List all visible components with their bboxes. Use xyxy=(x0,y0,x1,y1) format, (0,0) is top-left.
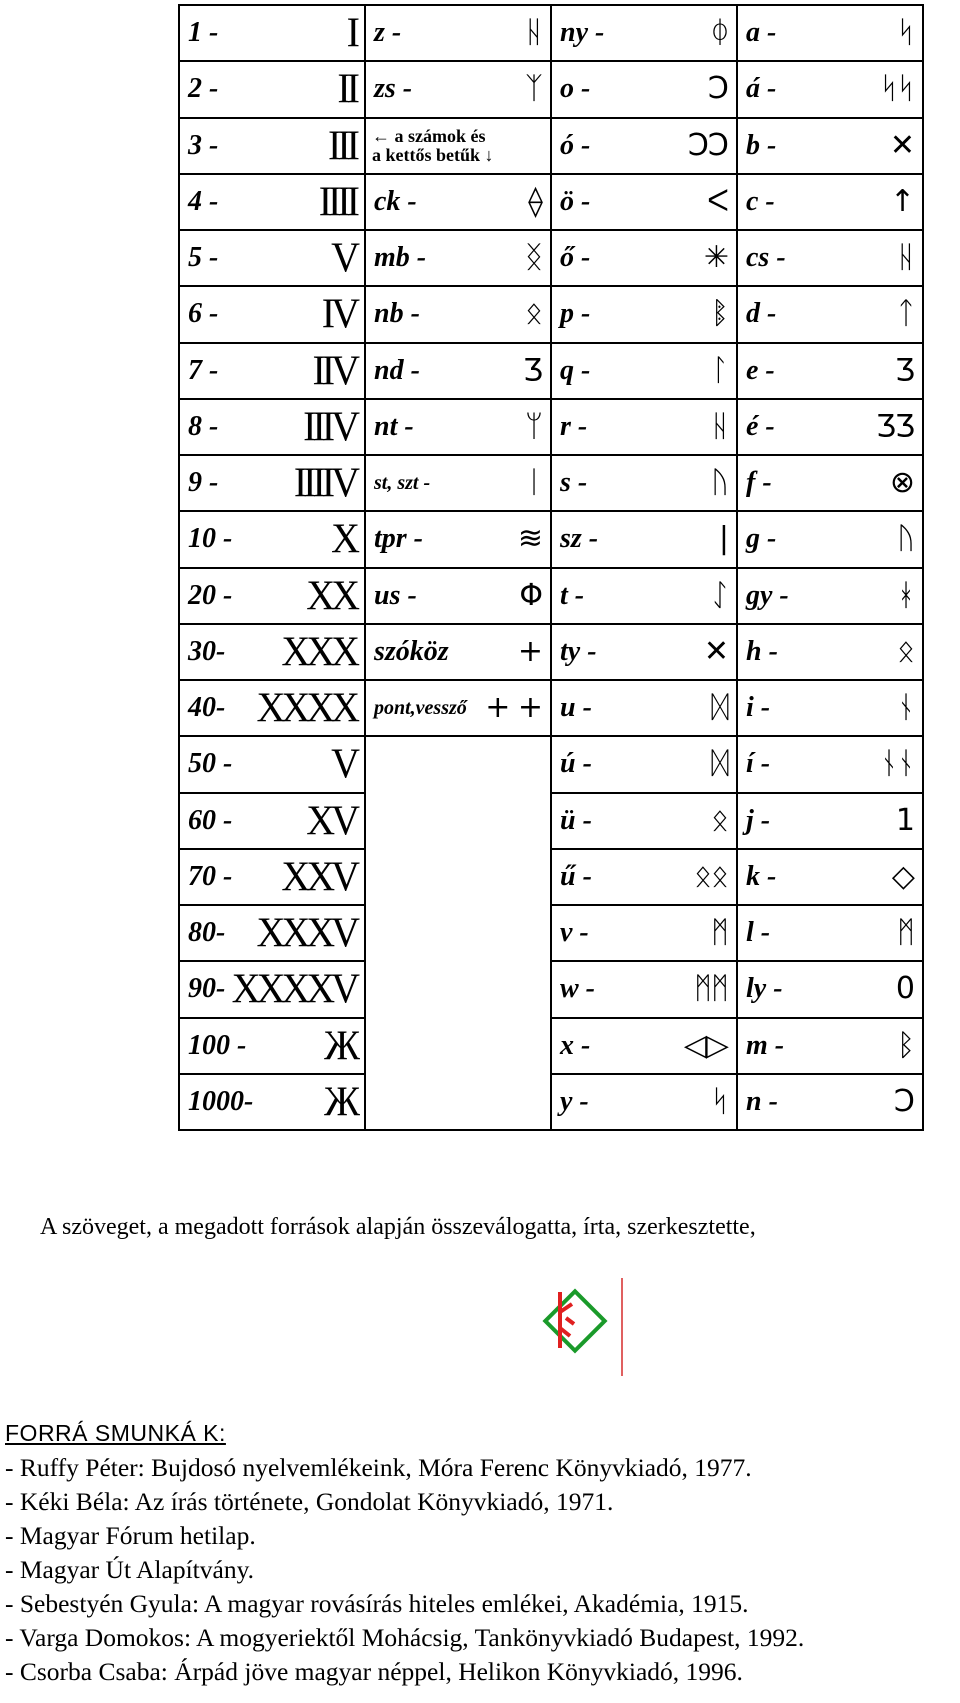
rune-glyph: ᛗ xyxy=(711,915,728,951)
letter-cell xyxy=(365,118,551,174)
letter-label: cs - xyxy=(746,242,786,274)
numeral-glyph: IIIIV xyxy=(293,458,356,507)
number-cell xyxy=(179,230,365,286)
number-label: 1000- xyxy=(188,1085,254,1117)
source-item: - Ruffy Péter: Bujdosó nyelvemlékeink, Móra Ferenc Könyvkiadó, 1977. xyxy=(5,1453,752,1482)
rune-glyph: ᛁ xyxy=(525,465,542,501)
letter-cell xyxy=(551,961,737,1017)
letter-cell xyxy=(737,399,923,455)
rune-glyph: ᚼ xyxy=(897,577,914,613)
letter-label: é - xyxy=(746,410,775,442)
letter-label: o - xyxy=(560,73,591,105)
letter-label: b - xyxy=(746,129,777,161)
letter-label: ű - xyxy=(560,860,592,892)
letter-cell xyxy=(551,118,737,174)
table-row xyxy=(179,455,923,511)
numeral-glyph: IV xyxy=(321,290,356,338)
letter-label: z - xyxy=(374,17,402,49)
number-cell xyxy=(179,174,365,230)
letter-label: p - xyxy=(560,298,591,330)
numeral-glyph: X xyxy=(331,515,356,563)
letter-cell xyxy=(737,793,923,849)
rune-glyph: ᛟ xyxy=(525,296,542,332)
letter-cell xyxy=(737,1074,923,1130)
letter-cell xyxy=(551,5,737,61)
letter-label: ő - xyxy=(560,242,591,274)
letter-label: mb - xyxy=(374,242,427,274)
table-row xyxy=(179,1074,923,1130)
letter-label: q - xyxy=(560,354,591,386)
source-item: - Magyar Út Alapítvány. xyxy=(5,1555,255,1584)
letter-cell xyxy=(737,961,923,1017)
numeral-glyph: II xyxy=(337,65,356,113)
letter-cell xyxy=(365,736,551,792)
number-label: 20 - xyxy=(188,579,233,611)
number-label: 40- xyxy=(188,692,226,724)
numeral-glyph: Ж xyxy=(324,1021,356,1069)
source-item: - Sebestyén Gyula: A magyar rovásírás hiteles emlékei, Akadémia, 1915. xyxy=(5,1589,749,1618)
source-item: - Csorba Csaba: Árpád jöve magyar néppel, Helikon Könyvkiadó, 1996. xyxy=(5,1657,743,1686)
letter-cell xyxy=(551,511,737,567)
number-cell xyxy=(179,1074,365,1130)
number-cell xyxy=(179,5,365,61)
letter-label: ü - xyxy=(560,804,592,836)
letter-label: nd - xyxy=(374,354,420,386)
numeral-glyph: XXXV xyxy=(256,908,356,957)
letter-cell xyxy=(551,399,737,455)
letter-cell xyxy=(551,624,737,680)
letter-cell xyxy=(365,793,551,849)
number-cell xyxy=(179,286,365,342)
numeral-glyph: XXXX xyxy=(256,683,356,732)
table-row xyxy=(179,61,923,117)
numeral-glyph: XXV xyxy=(281,852,356,900)
letter-cell xyxy=(737,286,923,342)
letter-label: n - xyxy=(746,1085,778,1117)
number-cell xyxy=(179,568,365,624)
letter-label: c - xyxy=(746,185,775,217)
numeral-glyph: XXX xyxy=(281,627,356,675)
letter-cell xyxy=(551,793,737,849)
compiler-credit-line: A szöveget, a megadott források alapján összeválogatta, írta, szerkesztette, xyxy=(40,1214,756,1240)
rune-glyph: 0 xyxy=(895,971,914,1007)
rune-glyph: Φ xyxy=(519,577,542,613)
rune-glyph: + + xyxy=(485,690,542,726)
table-note-line: a kettős betűk ↓ xyxy=(372,144,494,165)
numeral-glyph: Ж xyxy=(324,1077,356,1125)
letter-cell xyxy=(737,118,923,174)
numeral-glyph: XV xyxy=(306,796,356,844)
letter-label: d - xyxy=(746,298,777,330)
number-label: 1 - xyxy=(188,17,219,49)
number-cell xyxy=(179,511,365,567)
rune-glyph: ✕ xyxy=(703,633,728,669)
rune-glyph: ᛝ xyxy=(525,240,542,276)
number-cell xyxy=(179,624,365,680)
letter-cell xyxy=(551,455,737,511)
rune-glyph: ᛰ xyxy=(711,15,728,51)
rune-alphabet-table xyxy=(178,4,924,1131)
letter-label: r - xyxy=(560,410,588,442)
letter-label: a - xyxy=(746,17,777,49)
letter-cell xyxy=(365,230,551,286)
rune-glyph: Ʒ xyxy=(523,352,542,388)
rune-glyph: ◇ xyxy=(891,858,914,894)
letter-label: u - xyxy=(560,692,592,724)
rune-glyph: ◁▷ xyxy=(683,1027,728,1063)
letter-cell xyxy=(365,286,551,342)
letter-label: k - xyxy=(746,860,777,892)
letter-cell xyxy=(551,61,737,117)
letter-label: gy - xyxy=(746,579,789,611)
numeral-glyph: XX xyxy=(306,571,356,619)
letter-label: nt - xyxy=(374,410,414,442)
number-label: 70 - xyxy=(188,860,233,892)
letter-cell xyxy=(551,568,737,624)
letter-cell xyxy=(365,1018,551,1074)
rune-glyph: ᛋᛋ xyxy=(880,71,914,107)
number-label: 7 - xyxy=(188,354,219,386)
table-row xyxy=(179,905,923,961)
number-cell xyxy=(179,1018,365,1074)
number-cell xyxy=(179,736,365,792)
rune-glyph: Ӡ xyxy=(895,352,914,388)
letter-label: v - xyxy=(560,917,589,949)
letter-label: nb - xyxy=(374,298,420,330)
rune-glyph: ᛘ xyxy=(525,408,542,444)
number-label: 60 - xyxy=(188,804,233,836)
source-item: - Kéki Béla: Az írás története, Gondolat Könyvkiadó, 1971. xyxy=(5,1487,614,1516)
table-row xyxy=(179,286,923,342)
rune-glyph: ↑ xyxy=(889,183,914,219)
letter-label: szóköz xyxy=(374,635,449,667)
letter-label: f - xyxy=(746,467,772,499)
number-label: 6 - xyxy=(188,298,219,330)
rune-glyph: ᛔ xyxy=(711,296,728,332)
letter-cell xyxy=(737,174,923,230)
numeral-glyph: I xyxy=(346,8,356,57)
number-label: 80- xyxy=(188,917,226,949)
letter-label: ck - xyxy=(374,185,417,217)
number-cell xyxy=(179,961,365,1017)
number-cell xyxy=(179,793,365,849)
rune-glyph: ✕ xyxy=(889,127,914,163)
letter-cell xyxy=(365,174,551,230)
rune-glyph: | xyxy=(718,521,728,557)
numeral-glyph: XXXXV xyxy=(231,965,356,1013)
rune-glyph: ⟠ xyxy=(528,183,542,219)
letter-label: ly - xyxy=(746,973,783,1005)
rune-glyph: ✳ xyxy=(703,240,728,276)
sources-list xyxy=(5,1451,804,1689)
number-label: 100 - xyxy=(188,1029,247,1061)
letter-label: pont,vessző xyxy=(374,696,467,719)
table-row xyxy=(179,568,923,624)
number-cell xyxy=(179,61,365,117)
letter-cell xyxy=(365,343,551,399)
letter-label: w - xyxy=(560,973,595,1005)
letter-label: ny - xyxy=(560,17,605,49)
letter-cell xyxy=(551,905,737,961)
letter-cell xyxy=(551,1074,737,1130)
letter-cell xyxy=(365,61,551,117)
letter-label: sz - xyxy=(560,523,599,555)
number-label: 30- xyxy=(188,635,226,667)
letter-cell xyxy=(737,624,923,680)
letter-cell xyxy=(365,1074,551,1130)
letter-label: t - xyxy=(560,579,585,611)
number-cell xyxy=(179,343,365,399)
number-cell xyxy=(179,905,365,961)
rune-glyph: ᚺ xyxy=(711,408,728,444)
letter-label: ú - xyxy=(560,748,592,780)
number-cell xyxy=(179,399,365,455)
numeral-glyph: V xyxy=(331,233,356,282)
letter-label: l - xyxy=(746,917,771,949)
letter-label: i - xyxy=(746,692,771,724)
letter-cell xyxy=(737,568,923,624)
number-cell xyxy=(179,118,365,174)
letter-label: ó - xyxy=(560,129,591,161)
letter-cell xyxy=(737,680,923,736)
number-label: 5 - xyxy=(188,242,219,274)
letter-label: zs - xyxy=(374,73,413,105)
table-row xyxy=(179,1018,923,1074)
letter-cell xyxy=(551,849,737,905)
rune-glyph: ᛞ xyxy=(711,746,728,782)
letter-cell xyxy=(737,849,923,905)
number-label: 4 - xyxy=(188,185,219,217)
source-item: - Magyar Fórum hetilap. xyxy=(5,1521,256,1550)
rune-glyph: ᛟᛟ xyxy=(694,858,728,894)
letter-label: tpr - xyxy=(374,523,423,555)
rune-glyph: ᛚ xyxy=(711,352,728,388)
table-row xyxy=(179,961,923,1017)
numeral-glyph: IIII xyxy=(318,177,356,225)
number-label: 2 - xyxy=(188,73,219,105)
table-row xyxy=(179,343,923,399)
rune-glyph: ӠӠ xyxy=(876,408,914,444)
letter-cell xyxy=(365,680,551,736)
table-row xyxy=(179,624,923,680)
sources-heading: FORRÁ SMUNKÁ K: xyxy=(5,1420,226,1446)
rune-glyph: + xyxy=(517,633,542,669)
rune-glyph: ᐸ xyxy=(707,183,728,219)
letter-cell xyxy=(365,905,551,961)
number-label: 8 - xyxy=(188,410,219,442)
letter-label: í - xyxy=(746,748,771,780)
numeral-glyph: IIV xyxy=(312,346,356,394)
number-label: 9 - xyxy=(188,467,219,499)
letter-label: á - xyxy=(746,73,777,105)
letter-label: y - xyxy=(560,1085,589,1117)
rune-glyph: ᛟ xyxy=(711,802,728,838)
letter-label: m - xyxy=(746,1029,785,1061)
letter-cell xyxy=(737,1018,923,1074)
letter-cell xyxy=(365,455,551,511)
rune-glyph: ↃↃ xyxy=(687,127,728,163)
rune-diamond-logo xyxy=(540,1278,630,1378)
letter-cell xyxy=(365,961,551,1017)
numeral-glyph: V xyxy=(331,740,356,788)
letter-cell xyxy=(737,5,923,61)
letter-cell xyxy=(365,624,551,680)
table-row xyxy=(179,793,923,849)
letter-cell xyxy=(551,286,737,342)
letter-cell xyxy=(551,680,737,736)
letter-cell xyxy=(365,399,551,455)
rune-glyph: ᛇ xyxy=(711,577,728,613)
rune-glyph: ᚺ xyxy=(897,240,914,276)
letter-cell xyxy=(551,174,737,230)
letter-cell xyxy=(551,1018,737,1074)
rune-glyph: ᚺ xyxy=(525,15,542,51)
numeral-glyph: IIIV xyxy=(303,402,356,450)
letter-cell xyxy=(365,511,551,567)
rune-glyph: ᛟ xyxy=(897,633,914,669)
letter-label: s - xyxy=(560,467,588,499)
table-row xyxy=(179,174,923,230)
table-row xyxy=(179,511,923,567)
rune-glyph: ᚾ xyxy=(897,690,914,726)
letter-cell xyxy=(365,5,551,61)
number-label: 50 - xyxy=(188,748,233,780)
number-cell xyxy=(179,680,365,736)
rune-glyph: ᚢ xyxy=(711,465,728,501)
letter-cell xyxy=(365,849,551,905)
rune-glyph: ᛒ xyxy=(897,1027,914,1063)
rune-glyph: ⊗ xyxy=(889,465,914,501)
number-label: 90- xyxy=(188,973,226,1005)
letter-cell xyxy=(365,568,551,624)
letter-label: e - xyxy=(746,354,775,386)
rune-glyph: ᛞ xyxy=(711,690,728,726)
rune-glyph: ᛗ xyxy=(897,915,914,951)
letter-label: x - xyxy=(560,1029,591,1061)
letter-label: g - xyxy=(746,523,777,555)
table-row xyxy=(179,118,923,174)
letter-label: h - xyxy=(746,635,778,667)
table-row xyxy=(179,230,923,286)
rune-glyph: ᚢ xyxy=(897,521,914,557)
rune-glyph: 1 xyxy=(895,802,914,838)
table-row xyxy=(179,849,923,905)
letter-cell xyxy=(737,343,923,399)
letter-label: ty - xyxy=(560,635,597,667)
number-cell xyxy=(179,849,365,905)
number-cell xyxy=(179,455,365,511)
letter-cell xyxy=(737,61,923,117)
letter-cell xyxy=(737,905,923,961)
table-note-line: ← a számok és xyxy=(372,125,486,146)
rune-glyph: ᛋ xyxy=(897,15,914,51)
letter-cell xyxy=(551,736,737,792)
source-item: - Varga Domokos: A mogyeriektől Mohácsig, Tankönyvkiadó Budapest, 1992. xyxy=(5,1623,805,1652)
letter-label: j - xyxy=(746,804,771,836)
letter-cell xyxy=(737,455,923,511)
rune-glyph: ᛋ xyxy=(711,1083,728,1119)
letter-cell xyxy=(551,343,737,399)
letter-label: us - xyxy=(374,579,417,611)
number-label: 10 - xyxy=(188,523,233,555)
table-row xyxy=(179,5,923,61)
letter-cell xyxy=(551,230,737,286)
letter-label: st, szt - xyxy=(374,471,431,494)
rune-glyph: ᛏ xyxy=(897,296,914,332)
table-row xyxy=(179,680,923,736)
letter-label: ö - xyxy=(560,185,591,217)
rune-glyph: ᛉ xyxy=(525,71,542,107)
rune-glyph: ᚾᚾ xyxy=(880,746,914,782)
rune-glyph: ᛗᛗ xyxy=(694,971,728,1007)
letter-cell xyxy=(737,511,923,567)
rune-glyph: Ↄ xyxy=(893,1083,914,1119)
table-row xyxy=(179,399,923,455)
number-label: 3 - xyxy=(188,129,219,161)
letter-cell xyxy=(737,736,923,792)
table-row xyxy=(179,736,923,792)
numeral-glyph: III xyxy=(328,121,356,169)
rune-glyph: ≋ xyxy=(517,521,542,557)
rune-glyph: Ↄ xyxy=(707,71,728,107)
letter-cell xyxy=(737,230,923,286)
logo-diamond xyxy=(545,1291,604,1350)
